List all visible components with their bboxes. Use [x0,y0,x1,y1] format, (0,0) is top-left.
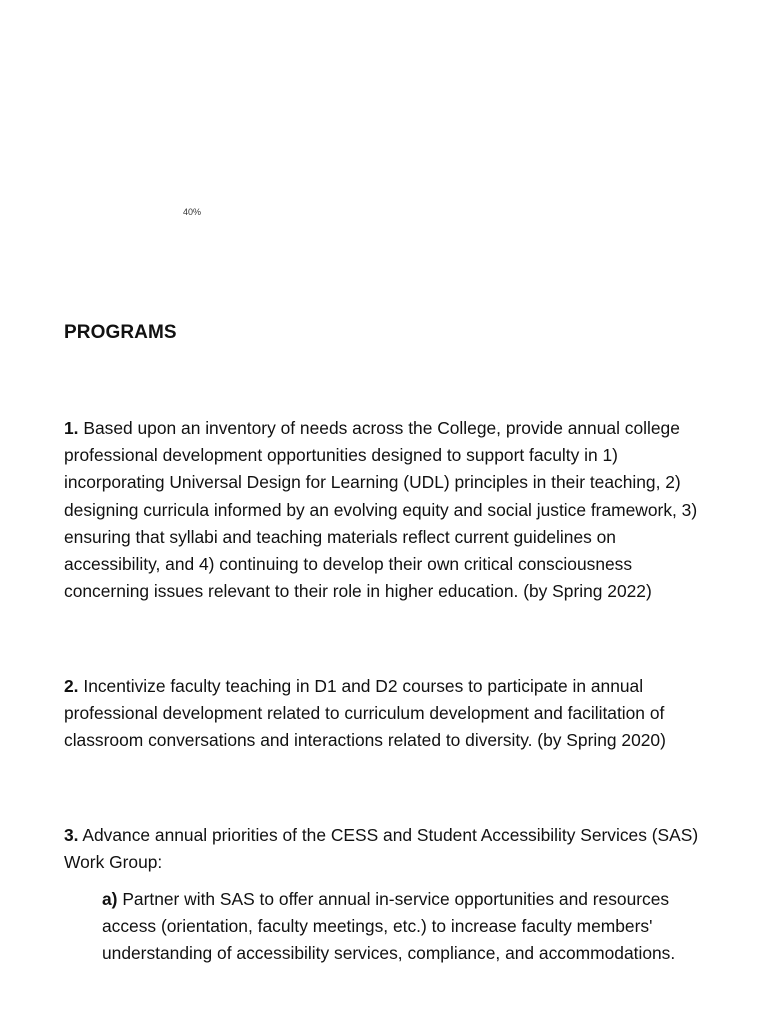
subitem-letter: a) [102,889,118,909]
item-number: 1. [64,418,79,438]
item-text: Advance annual priorities of the CESS and Student Accessibility Services (SAS) Work Group: [64,825,699,873]
item-text: Based upon an inventory of needs across the College, provide annual college professional development opportunities designed to support faculty in 1) incorporating Universal Design for Learning (UDL) principles in their teaching, 2) designing curricula informed by an evolving equity and social justice framework, 3) ensuring that syllabi and teaching materials reflect current guidelines on accessibility, and 4) continuing to develop their own critical consciousness concerning issues relevant to their role in higher education. (by Spring 2022) [64,418,698,602]
program-subitem-a [102,886,714,968]
item-text: Incentivize faculty teaching in D1 and D2 courses to participate in annual professional development related to curriculum development and facilitation of classroom conversations and interactions related to diversity. (by Spring 2020) [64,676,666,751]
section-heading-programs: PROGRAMS [64,322,177,343]
subitem-text: Partner with SAS to offer annual in-service opportunities and resources access (orientation, faculty meetings, etc.) to increase faculty members' understanding of accessibility services, compliance, and accommodations. [102,889,676,964]
program-item-2 [64,673,714,755]
zoom-label: 40% [183,207,202,217]
item-number: 2. [64,676,79,696]
item-number: 3. [64,825,79,845]
program-item-1 [64,415,714,605]
program-item-3 [64,822,714,876]
